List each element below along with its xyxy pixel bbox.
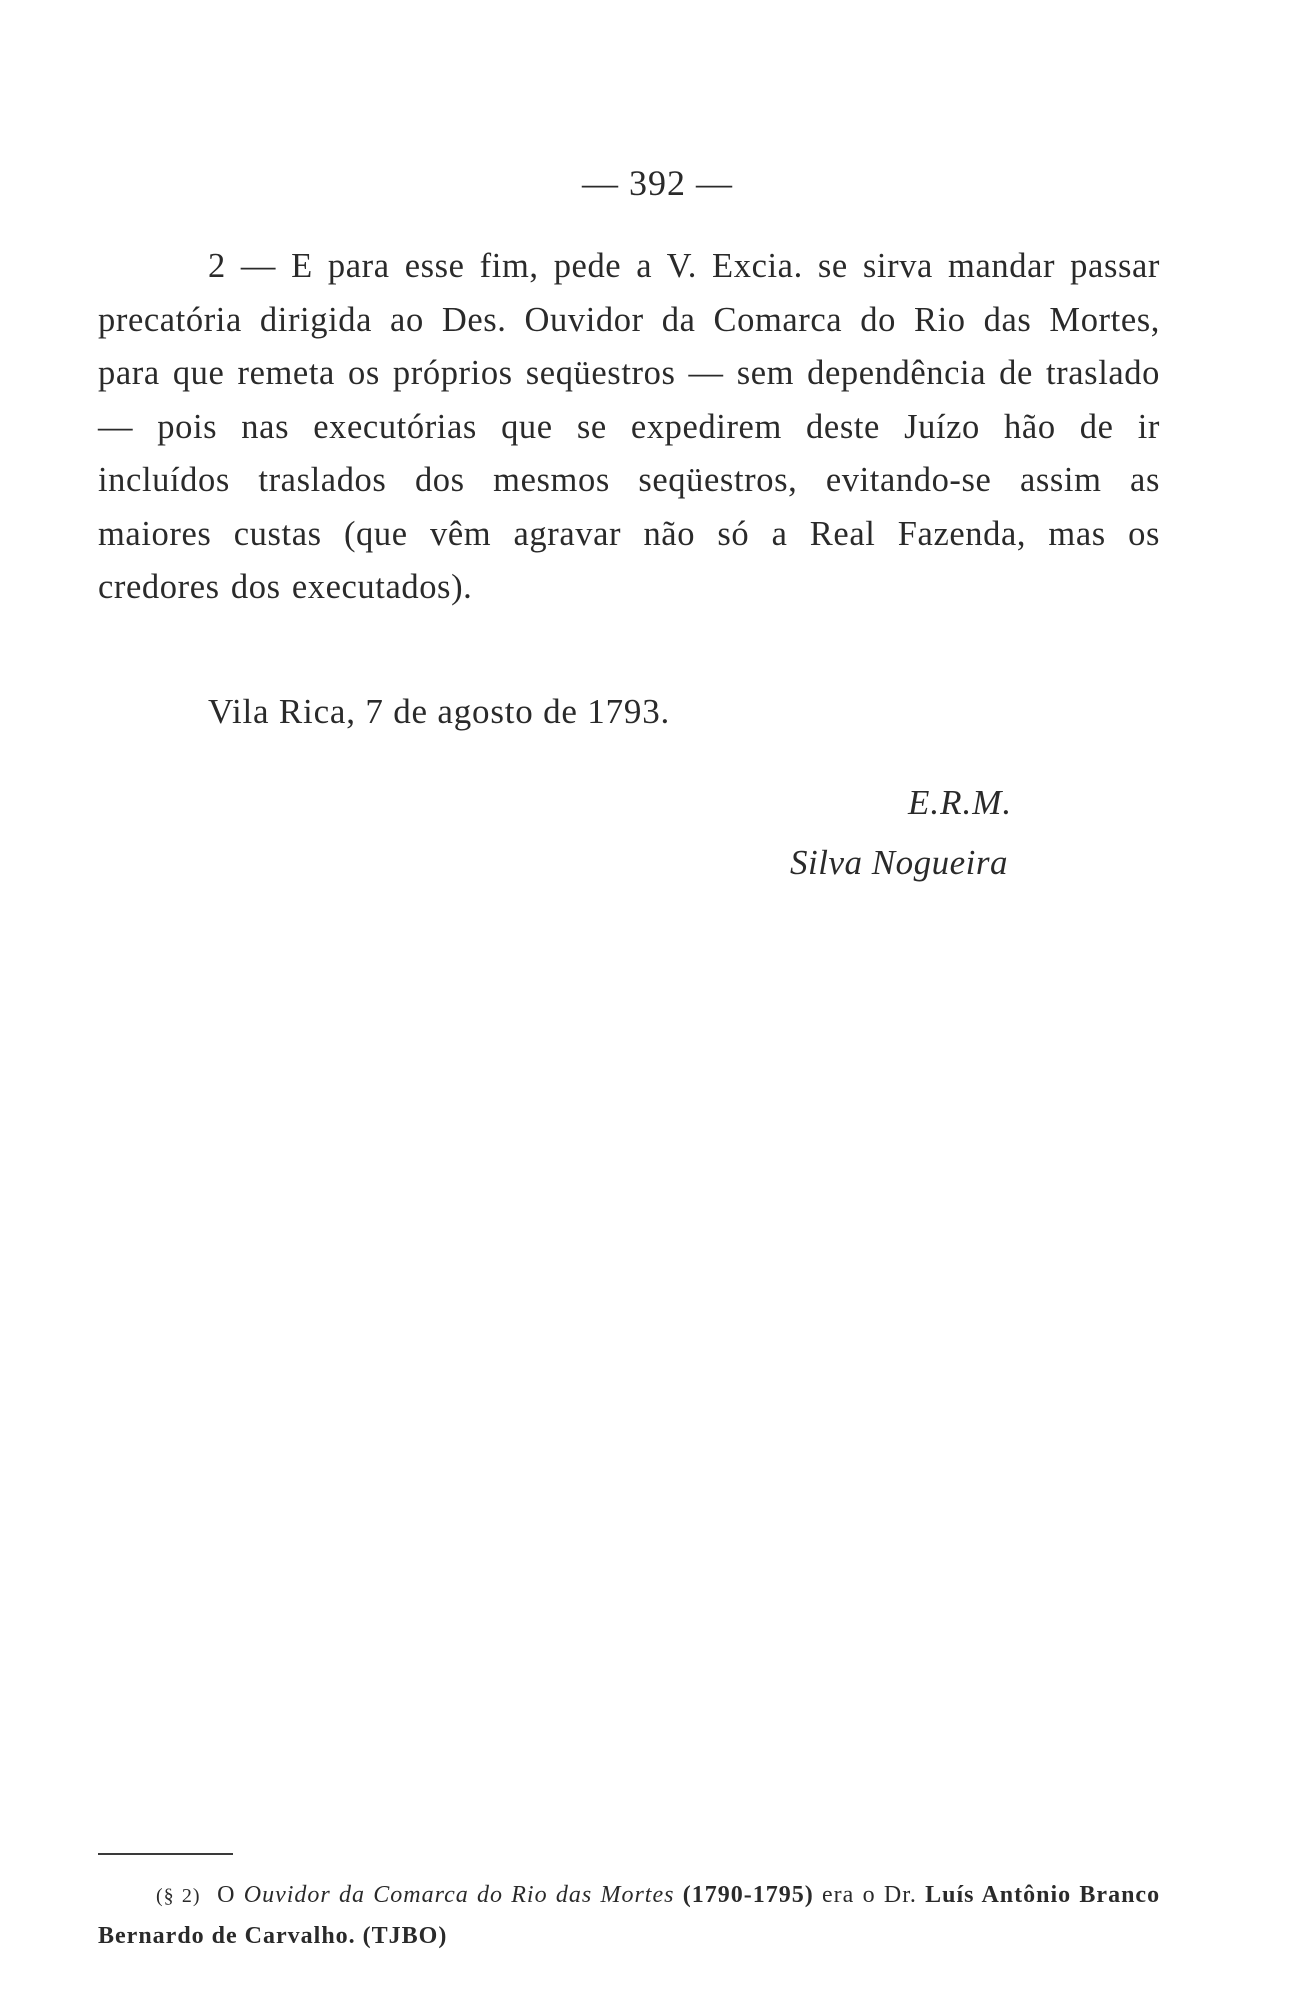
footnote <box>98 1875 1160 1956</box>
footnote-italic-text: Ouvidor da Comarca do Rio das Mortes <box>243 1882 675 1908</box>
footnote-divider <box>98 1853 233 1855</box>
dateline: Vila Rica, 7 de agosto de 1793. <box>208 692 671 731</box>
footnote-marker: (§ 2) <box>156 1885 201 1907</box>
footnote-person-name: Luís Antônio Branco Bernardo de Carvalho. (TJBO) <box>98 1882 1161 1949</box>
page-number: — 392 — <box>582 163 733 203</box>
footnote-text-1: O <box>217 1882 236 1908</box>
body-paragraph: 2 — E para esse fim, pede a V. Excia. se sirva mandar passar precatória dirigida ao Des. Ouvidor da Comarca do Rio das Mortes, para que remeta os próprios seqüestros — sem dependência de traslado — pois nas executórias que se expedirem deste Juízo hão de ir incluídos traslados dos mesmos seqüestros, evitando-se assim as maiores custas (que vêm agravar não só a Real Fazenda, mas os credores dos executados). <box>98 247 1160 606</box>
closing-initials: E.R.M. <box>908 783 1013 822</box>
footnote-dates: (1790-1795) <box>682 1882 814 1908</box>
footnote-text-2: era o Dr. <box>822 1882 917 1908</box>
signature-name: Silva Nogueira <box>790 843 1008 882</box>
